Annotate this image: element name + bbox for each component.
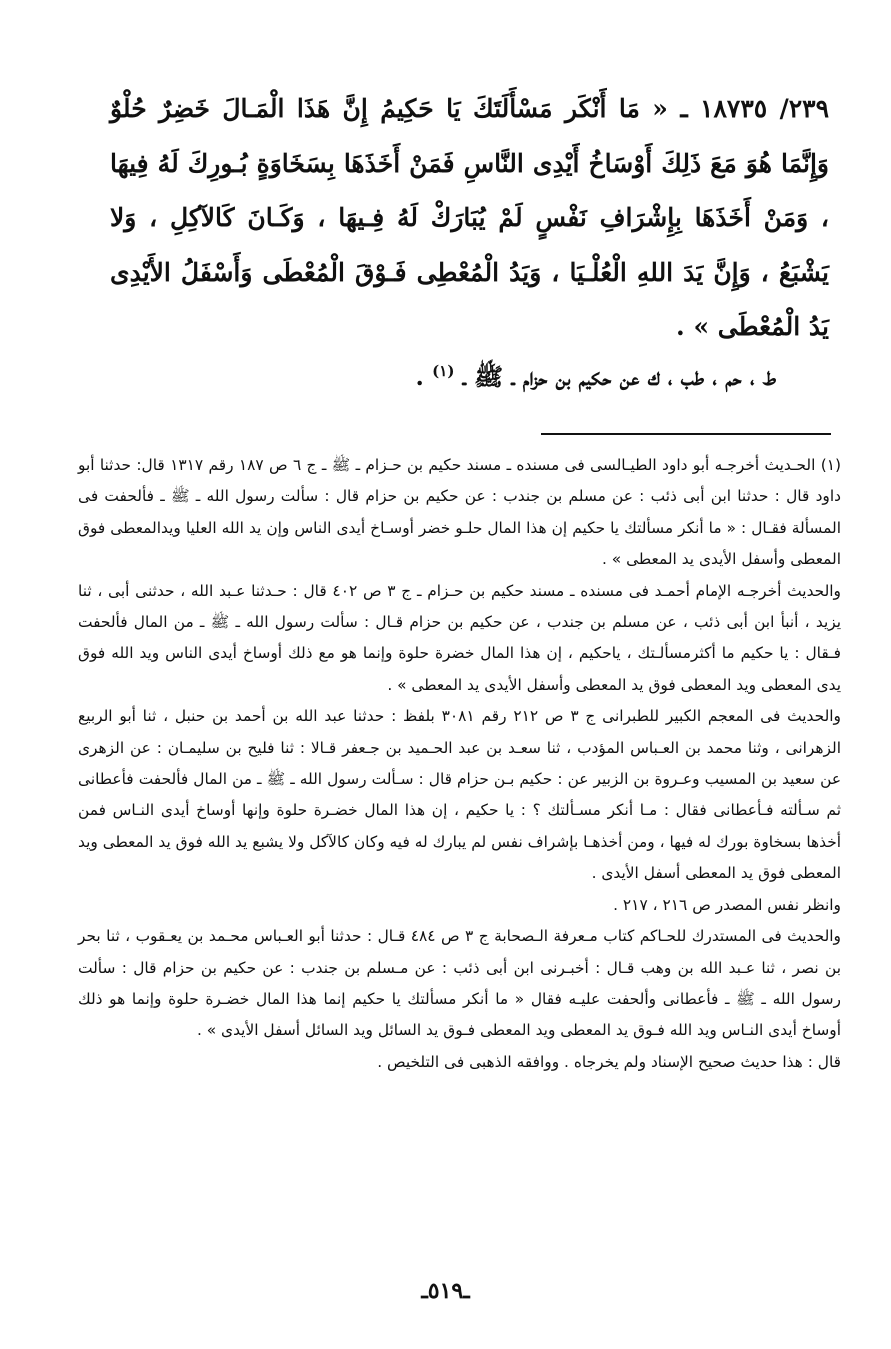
footnote-paragraph: (١) الحـديث أخرجـه أبو داود الطيـالسى فى مسنده ـ مسند حكيم بن حـزام ـ ﷺ ـ ج ٦ ص ١٨٧ رقم ١٣١٧ قال: حدثنا أبو داود قال : حدثنا ابن أبى ذئب : عن مسلم بن جندب : عن حكيم بن حزام قال : سألت رسول الله ـ ﷺ ـ فألحفت فى المسألة فقـال : « ما أنكر مسألتك يا حكيم إن هذا المال حلـو خضر أوسـاخ أيدى الناس وإن يد الله العليا ويدالمعطى فوق المعطى وأسفل الأيدى يد المعطى » .: [78, 456, 841, 569]
footnote-paragraph: والحديث أخرجـه الإمام أحمـد فى مسنده ـ مسند حكيم بن حـزام ـ ج ٣ ص ٤٠٢ قال : حـدثنا عـبد الله ، حدثنى أبى ، ثنا يزيد ، أنبأ ابن أبى ذئب ، عن مسلم بن جندب ، عن حكيم بن حزام قـال : سألت رسول الله ـ ﷺ ـ من المال فألحفت فـقال : يا حكيم ما أكثرمسألـتك ، ياحكيم ، إن هذا المال خضرة حلوة وإنما هو مع ذلك أوساخ أيدى الناس ويد الله فوق يدى المعطى ويد المعطى فوق يد المعطى وأسفل الأيدى يد المعطى » .: [78, 581, 841, 694]
source-text: ط ، حم ، طب ، ك عن حكيم بن حزام ـ ﷺ ـ: [462, 362, 776, 391]
footnote-paragraph: والحديث فى المعجم الكبير للطبرانى ج ٣ ص ٢١٢ رقم ٣٠٨١ بلفظ : حدثنا عبد الله بن أحمد بن حنبل ، ثنا أبو الربيع الزهرانى ، وثنا محمد بن العـباس المؤدب ، ثنا سعـد بن عبد الحـميد بن جـعفر قـالا : ثنا فليح بن سليمـان : عن الزهرى عن سعيد بن المسيب وعـروة بن الزبير عن : حكيم بـن حزام قال : سـألت رسول الله ـ ﷺ ـ من المال فألحفت فأعطانى ثم سـألته فـأعطانى فقال : مـا أنكر مسـألتك ؟ : يا حكيم ، إن هذا المال خضـرة حلوة وإنها أوساخ أيدى النـاس فمن أخذها بسخاوة بورك له فيها ، ومن أخذهـا بإشراف نفس لم يبارك له فيه وكان كالآكل ولا يشبع يد الله فوق يد المعطى ويد المعطى فوق يد المعطى أسفل الأيدى .: [78, 707, 841, 883]
page-number: ـ٥١٩ـ: [421, 1278, 470, 1304]
footnote-separator: [541, 433, 831, 435]
footnote-reference: (١): [432, 362, 455, 380]
footnote-paragraph: والحديث فى المستدرك للحـاكم كتاب مـعرفة الـصحابة ج ٣ ص ٤٨٤ قـال : حدثنا أبو العـباس محـمد بن يعـقوب ، ثنا بحر بن نصر ، ثنا عـبد الله بن وهب قـال : أخبـرنى ابن أبى ذئب : عن مـسلم بن جندب : عن حكيم بن حزام قال : سألت رسول الله ـ ﷺ ـ فأعطانى وألحفت عليـه فقال « ما أنكر مسألتك يا حكيم إنما هذا المال خضـرة حلوة وإنما هو ذلك أوساخ أيدى النـاس ويد الله فـوق يد المعطى ويد المعطى فـوق يد السائل ويد السائل أسفل الأيدى » .: [78, 927, 841, 1040]
source-attribution: [415, 362, 776, 397]
hadith-number: ٢٣٩/ ١٨٧٣٥ ـ: [680, 94, 830, 123]
footnote-paragraph: قال : هذا حديث صحيح الإسناد ولم يخرجاه . ووافقه الذهبى فى التلخيص .: [377, 1052, 841, 1071]
hadith-text: « مَا أَنْكَر مَسْأَلَتَكَ يَا حَكِيمُ إِنَّ هَذَا الْمَـالَ خَضِرٌ حُلْوٌ وَإِنَّمَا هُوَ مَعَ ذَلِكَ أَوْسَاخُ أَيْدِى النَّاسِ فَمَنْ أَخَذَهَا بِسَخَاوَةٍ بُـورِكَ لَهُ فِيهَا ، وَمَنْ أَخَذَهَا بِإِشْرَافِ نَفْسٍ لَمْ يُبَارَكْ لَهُ فِـيهَا ، وَكَـانَ كَالآكِلِ ، وَلا يَشْبَعُ ، وَإِنَّ يَدَ اللهِ الْعُلْـيَا ، وَيَدُ الْمُعْطِى فَـوْقَ الْمُعْطَى وَأَسْفَلُ الأَيْدِى يَدُ الْمُعْطَى » .: [110, 94, 829, 341]
footnotes-section: [78, 450, 841, 1078]
hadith-paragraph: [110, 82, 829, 355]
source-end: .: [415, 362, 424, 391]
footnote-paragraph: وانظر نفس المصدر ص ٢١٦ ، ٢١٧ .: [613, 895, 841, 914]
